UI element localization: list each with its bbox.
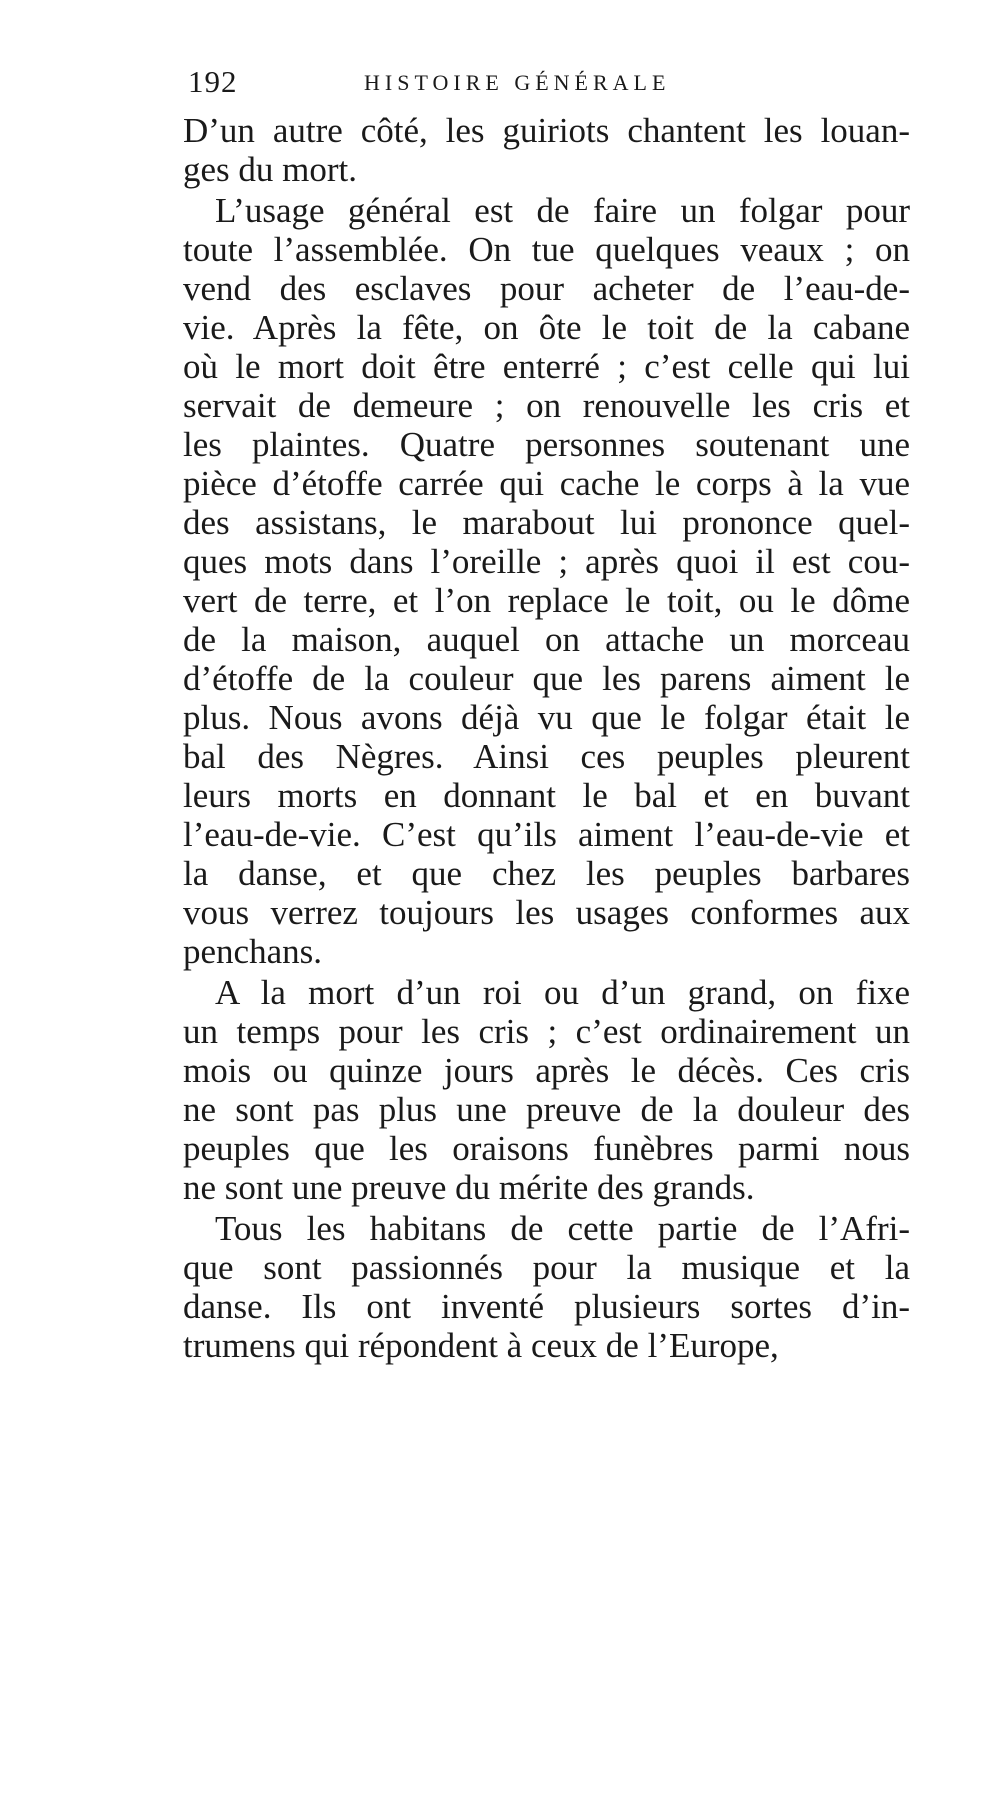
body-text xyxy=(183,111,910,1365)
text-line: ne sont pas plus une preuve de la douleur des xyxy=(183,1090,910,1129)
text-line: que sont passionnés pour la musique et la xyxy=(183,1248,910,1287)
page-number: 192 xyxy=(188,64,238,99)
text-line: leurs morts en donnant le bal et en buvant xyxy=(183,776,910,815)
text-line: A la mort d’un roi ou d’un grand, on fixe xyxy=(215,973,910,1012)
text-line: danse. Ils ont inventé plusieurs sortes d’in- xyxy=(183,1287,910,1326)
text-line: la danse, et que chez les peuples barbares xyxy=(183,854,910,893)
page-header xyxy=(188,64,908,104)
text-line: bal des Nègres. Ainsi ces peuples pleurent xyxy=(183,737,910,776)
text-line: D’un autre côté, les guiriots chantent les louan- xyxy=(183,111,910,150)
text-line: trumens qui répondent à ceux de l’Europe, xyxy=(183,1326,779,1365)
text-line: vie. Après la fête, on ôte le toit de la cabane xyxy=(183,308,910,347)
text-line: plus. Nous avons déjà vu que le folgar était le xyxy=(183,698,910,737)
running-title: HISTOIRE GÉNÉRALE xyxy=(364,70,671,95)
text-line: penchans. xyxy=(183,932,322,971)
paragraph xyxy=(183,1209,910,1365)
paragraph xyxy=(183,191,910,971)
text-line: ne sont une preuve du mérite des grands. xyxy=(183,1168,755,1207)
text-line: mois ou quinze jours après le décès. Ces cris xyxy=(183,1051,910,1090)
paragraph xyxy=(183,973,910,1207)
text-line: d’étoffe de la couleur que les parens aiment le xyxy=(183,659,910,698)
text-line: des assistans, le marabout lui prononce quel- xyxy=(183,503,910,542)
text-line: vous verrez toujours les usages conformes aux xyxy=(183,893,910,932)
text-line: servait de demeure ; on renouvelle les cris et xyxy=(183,386,910,425)
paragraph xyxy=(183,111,910,189)
text-line: pièce d’étoffe carrée qui cache le corps à la vue xyxy=(183,464,910,503)
text-line: l’eau-de-vie. C’est qu’ils aiment l’eau-de-vie et xyxy=(183,815,910,854)
text-line: vert de terre, et l’on replace le toit, ou le dôme xyxy=(183,581,910,620)
text-line: vend des esclaves pour acheter de l’eau-de- xyxy=(183,269,910,308)
text-line: ques mots dans l’oreille ; après quoi il est cou- xyxy=(183,542,910,581)
text-line: L’usage général est de faire un folgar pour xyxy=(215,191,910,230)
text-line: toute l’assemblée. On tue quelques veaux ; on xyxy=(183,230,910,269)
text-line: Tous les habitans de cette partie de l’Afri- xyxy=(215,1209,910,1248)
text-line: un temps pour les cris ; c’est ordinairement un xyxy=(183,1012,910,1051)
text-line: peuples que les oraisons funèbres parmi nous xyxy=(183,1129,910,1168)
text-line: les plaintes. Quatre personnes soutenant une xyxy=(183,425,910,464)
text-line: de la maison, auquel on attache un morceau xyxy=(183,620,910,659)
text-line: ges du mort. xyxy=(183,150,358,189)
text-line: où le mort doit être enterré ; c’est celle qui lui xyxy=(183,347,910,386)
